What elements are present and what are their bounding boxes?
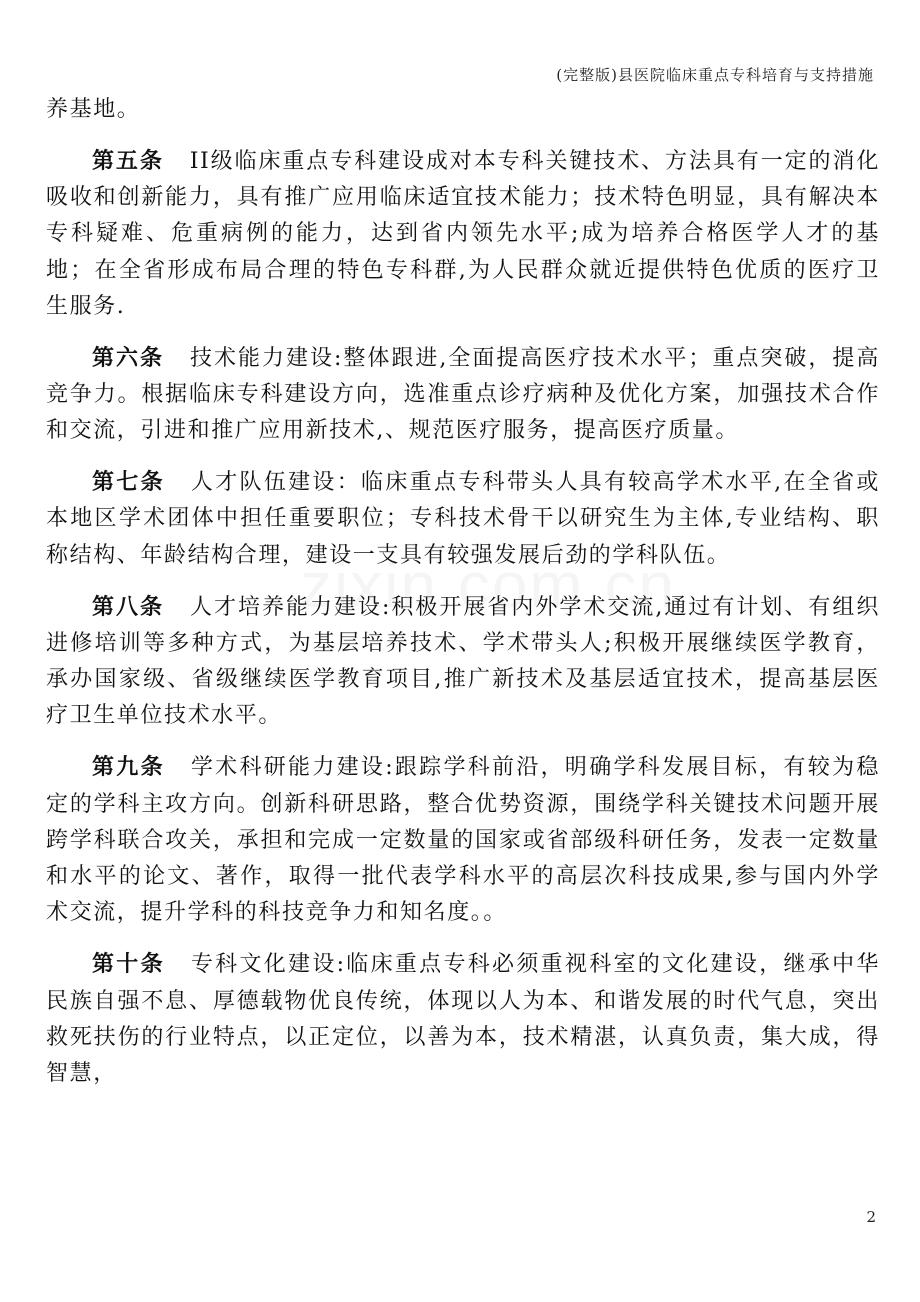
article-text: 人才培养能力建设:积极开展省内外学术交流,通过有计划、有组织进修培训等多种方式，为基层培养技术、学术带头人;积极开展继续医学教育，承办国家级、省级继续医学教育项目,推广新技术及基层适宜技术，提高基层医疗卫生单位技术水平。 (46, 594, 880, 729)
article-label: 第九条 (92, 754, 165, 781)
page-number: 2 (866, 1208, 876, 1226)
article-9 (46, 749, 880, 931)
paragraph-continuation (46, 92, 880, 128)
article-label: 第八条 (92, 593, 164, 620)
article-text: 专科文化建设:临床重点专科必须重视科室的文化建设，继承中华民族自强不息、厚德载物优良传统，体现以人为本、和谐发展的时代气息，突出救死扶伤的行业特点，以正定位，以善为本，技术精湛，认真负责，集大成，得智慧， (46, 952, 880, 1087)
article-8 (46, 589, 880, 735)
article-text: 技术能力建设:整体跟进,全面提高医疗技术水平；重点突破，提高竞争力。根据临床专科建设方向，选准重点诊疗病种及优化方案，加强技术合作和交流，引进和推广应用新技术,、规范医疗服务，提高医疗质量。 (46, 345, 880, 444)
article-label: 第五条 (92, 147, 164, 174)
article-7 (46, 464, 880, 574)
article-label: 第六条 (92, 344, 164, 371)
article-text: II级临床重点专科建设成对本专科关键技术、方法具有一定的消化吸收和创新能力，具有推广应用临床适宜技术能力；技术特色明显，具有解决本专科疑难、危重病例的能力，达到省内领先水平;成为培养合格医学人才的基地；在全省形成布局合理的特色专科群,为人民群众就近提供特色优质的医疗卫生服务. (46, 148, 880, 319)
article-5 (46, 143, 880, 325)
document-body (46, 92, 880, 1107)
article-6 (46, 340, 880, 450)
article-label: 第七条 (92, 469, 165, 496)
document-header: (完整版)县医院临床重点专科培育与支持措施 (556, 66, 874, 84)
article-text: 学术科研能力建设:跟踪学科前沿，明确学科发展目标，有较为稳定的学科主攻方向。创新科研思路，整合优势资源，围绕学科关键技术问题开展跨学科联合攻关，承担和完成一定数量的国家或省部级科研任务，发表一定数量和水平的论文、著作，取得一批代表学科水平的高层次科技成果,参与国内外学术交流，提升学科的科技竞争力和知名度。。 (46, 755, 880, 926)
article-text: 人才队伍建设：临床重点专科带头人具有较高学术水平,在全省或本地区学术团体中担任重要职位；专科技术骨干以研究生为主体,专业结构、职称结构、年龄结构合理，建设一支具有较强发展后劲的学科队伍。 (46, 470, 880, 568)
article-10 (46, 946, 880, 1092)
article-label: 第十条 (92, 951, 165, 978)
paragraph-text: 养基地。 (46, 97, 141, 122)
